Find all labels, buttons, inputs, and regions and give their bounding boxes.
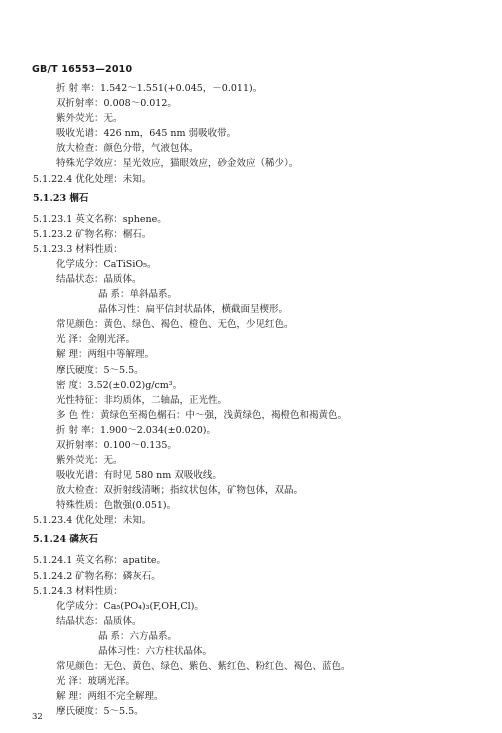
text-line: 解 理：两组不完全解理。 (56, 691, 164, 703)
text-line: 紫外荧光：无。 (56, 113, 123, 125)
text-line: 摩氏硬度：5～5.5。 (56, 706, 144, 718)
text-line: 化学成分：CaTiSiO₅。 (56, 258, 157, 270)
text-line: 光 泽：金刚光泽。 (56, 334, 136, 346)
text-line: 晶 系：六方晶系。 (98, 630, 178, 642)
text-line: 多 色 性：黄绿色至褐色榍石：中～强，浅黄绿色，褐橙色和褐黄色。 (56, 409, 348, 421)
text-line: 特殊光学效应：星光效应，猫眼效应，砂金效应（稀少）。 (56, 158, 299, 170)
text-line: 紫外荧光：无。 (56, 455, 123, 467)
text-line: 光性特征：非均质体，二轴晶，正光性。 (56, 394, 228, 406)
text-line: 特殊性质：色散强(0.051)。 (56, 500, 177, 512)
section-heading: 5.1.24 磷灰石 (33, 534, 98, 546)
text-line: 5.1.23.4 优化处理：未知。 (33, 515, 152, 527)
text-line: 光 泽：玻璃光泽。 (56, 676, 136, 688)
text-line: 5.1.23.2 矿物名称：榍石。 (33, 228, 152, 240)
text-line: 5.1.24.2 矿物名称：磷灰石。 (33, 570, 161, 582)
page-number: 32 (32, 712, 43, 722)
text-line: 常见颜色：无色、黄色、绿色、紫色、紫红色、粉红色、褐色、蓝色。 (56, 661, 351, 673)
text-line: 解 理：两组中等解理。 (56, 349, 155, 361)
text-line: 晶 系：单斜晶系。 (98, 289, 178, 301)
text-line: 5.1.23.1 英文名称：sphene。 (33, 213, 167, 225)
text-line: 结晶状态：晶质体。 (56, 615, 142, 627)
text-line: 5.1.24.1 英文名称：apatite。 (33, 555, 167, 567)
text-line: 5.1.24.3 材料性质： (33, 585, 123, 597)
text-line: 双折射率：0.008～0.012。 (56, 98, 177, 110)
text-line: 密 度：3.52(±0.02)g/cm³。 (56, 379, 183, 391)
text-line: 5.1.23.3 材料性质： (33, 243, 123, 255)
section-heading: 5.1.23 榍石 (33, 192, 89, 204)
text-line: 晶体习性：六方柱状晶体。 (98, 646, 213, 657)
text-line: 吸收光谱：426 nm，645 nm 弱吸收带。 (56, 128, 237, 140)
text-line: 晶体习性：扁平信封状晶体，横截面呈楔形。 (98, 304, 289, 316)
text-line: 摩氏硬度：5～5.5。 (56, 364, 144, 376)
standard-code-header: GB/T 16553—2010 (32, 64, 133, 75)
text-line: 吸收光谱：有时见 580 nm 双吸收线。 (56, 470, 222, 482)
text-line: 折 射 率：1.542～1.551(+0.045，－0.011)。 (56, 83, 263, 94)
text-line: 折 射 率：1.900～2.034(±0.020)。 (56, 424, 217, 436)
text-line: 结晶状态：晶质体。 (56, 273, 142, 285)
text-line: 5.1.22.4 优化处理：未知。 (33, 173, 152, 185)
text-line: 常见颜色：黄色、绿色、褐色、橙色、无色，少见红色。 (56, 319, 294, 331)
text-line: 化学成分：Ca₅(PO₄)₃(F,OH,Cl)。 (56, 600, 204, 612)
text-line: 放大检查：双折射线清晰；指纹状包体，矿物包体，双晶。 (56, 485, 304, 497)
text-line: 双折射率：0.100～0.135。 (56, 439, 177, 451)
text-line: 放大检查：颜色分带，气液包体。 (56, 143, 199, 155)
body-text (0, 82, 502, 720)
